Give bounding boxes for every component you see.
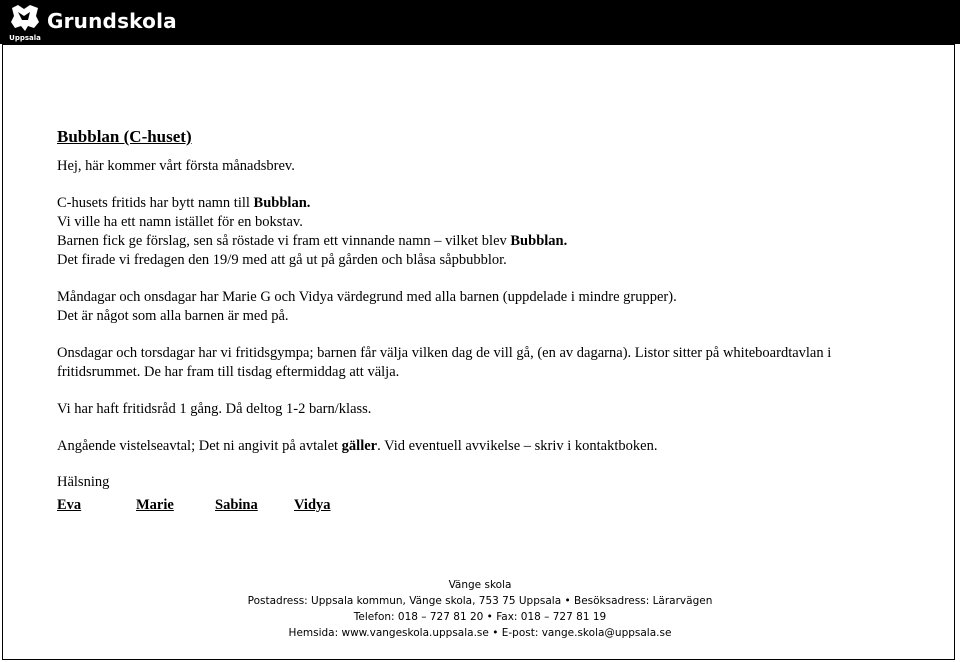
page-header [0,0,960,44]
uppsala-logo-icon [8,4,42,42]
closing: Hälsning [57,474,110,490]
greeting: Hej, här kommer vårt första månadsbrev. [57,158,295,174]
galler-bold: gäller [341,438,378,454]
letter-body [57,127,907,515]
paragraph-3: Onsdagar och torsdagar har vi fritidsgympa; barnen får välja vilken dag de vill gå, (en av dagarna). Listor sitter på whiteboardtavlan i fritidsrummet. De har fram till tisdag eftermiddag att välja. [57,345,832,380]
paragraph-1-line-3: Barnen fick ge förslag, sen så röstade vi fram ett vinnande namn – vilket blev Bubblan. [57,233,568,249]
paragraph-4: Vi har haft fritidsråd 1 gång. Då deltog 1-2 barn/klass. [57,401,372,417]
signature-name: Eva [57,497,82,513]
phone-fax: Telefon: 018 – 727 81 20 • Fax: 018 – 727 81 19 [353,611,607,623]
signature-name: Sabina [215,497,258,513]
paragraph-2-line-1: Måndagar och onsdagar har Marie G och Vidya värdegrund med alla barnen (uppdelade i mindre grupper). [57,289,677,305]
postal-address: Postadress: Uppsala kommun, Vänge skola, 753 75 Uppsala • Besöksadress: Lärarvägen [247,595,713,607]
signatures [57,496,907,515]
web-email: Hemsida: www.vangeskola.uppsala.se • E-post: vange.skola@uppsala.se [288,627,672,639]
paragraph-1-line-4: Det firade vi fredagen den 19/9 med att gå ut på gården och blåsa såpbubblor. [57,252,507,268]
bubblan-bold: Bubblan. [510,233,568,249]
paragraph-1-line-2: Vi ville ha ett namn istället för en bokstav. [57,214,303,230]
paragraph-5: Angående vistelseavtal; Det ni angivit på avtalet gäller. Vid eventuell avvikelse – skriv i kontaktboken. [57,438,658,454]
brand-title: Grundskola [47,9,177,33]
bubblan-bold: Bubblan. [253,195,311,211]
school-name: Vänge skola [448,579,512,591]
signature-name: Vidya [294,497,331,513]
page-footer [0,577,960,641]
paragraph-1-line-1: C-husets fritids har bytt namn till Bubblan. [57,195,311,211]
letter-title: Bubblan (C-huset) [57,127,192,146]
paragraph-2-line-2: Det är något som alla barnen är med på. [57,308,289,324]
signature-name: Marie [136,497,174,513]
logo-text: Uppsala [9,34,41,42]
